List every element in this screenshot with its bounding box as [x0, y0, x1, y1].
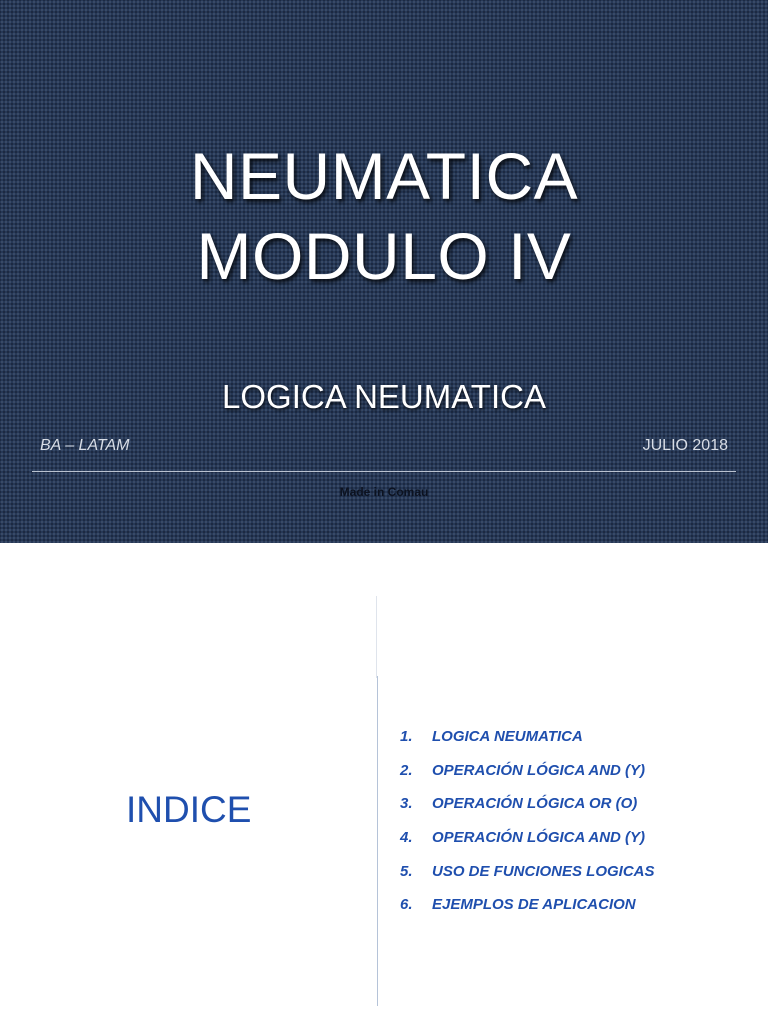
index-heading: INDICE: [126, 789, 252, 830]
index-divider-top: [376, 596, 377, 678]
cover-title-line2: MODULO IV: [196, 219, 572, 293]
index-item-number: 2.: [400, 761, 413, 779]
cover-divider-line: [32, 471, 736, 472]
index-item: [400, 754, 655, 788]
cover-subtitle: LOGICA NEUMATICA: [222, 378, 546, 415]
index-item-label: EJEMPLOS DE APLICACION: [432, 896, 636, 914]
index-item-number: 4.: [400, 829, 413, 847]
cover-org-label: BA – LATAM: [40, 437, 130, 454]
index-slide: [0, 543, 768, 1024]
index-item-label: OPERACIÓN LÓGICA OR (O): [432, 795, 638, 813]
index-item: [400, 854, 655, 888]
index-item-label: USO DE FUNCIONES LOGICAS: [432, 862, 655, 880]
cover-title-line1: NEUMATICA: [189, 139, 579, 213]
index-divider: [377, 676, 378, 1006]
index-item-number: 6.: [400, 896, 413, 914]
index-list: [400, 720, 655, 922]
index-item-label: LOGICA NEUMATICA: [432, 728, 583, 746]
index-item: [400, 821, 655, 855]
cover-date-label: JULIO 2018: [642, 437, 728, 454]
index-item: [400, 888, 655, 922]
cover-footer-label: Made in Comau: [339, 485, 429, 499]
index-item-label: OPERACIÓN LÓGICA AND (Y): [432, 761, 646, 779]
cover-title: [0, 136, 768, 296]
index-item-number: 5.: [400, 862, 413, 880]
index-item: [400, 787, 655, 821]
index-item-label: OPERACIÓN LÓGICA AND (Y): [432, 829, 646, 847]
index-item-number: 3.: [400, 795, 413, 813]
index-item: [400, 720, 655, 754]
index-item-number: 1.: [400, 728, 413, 746]
